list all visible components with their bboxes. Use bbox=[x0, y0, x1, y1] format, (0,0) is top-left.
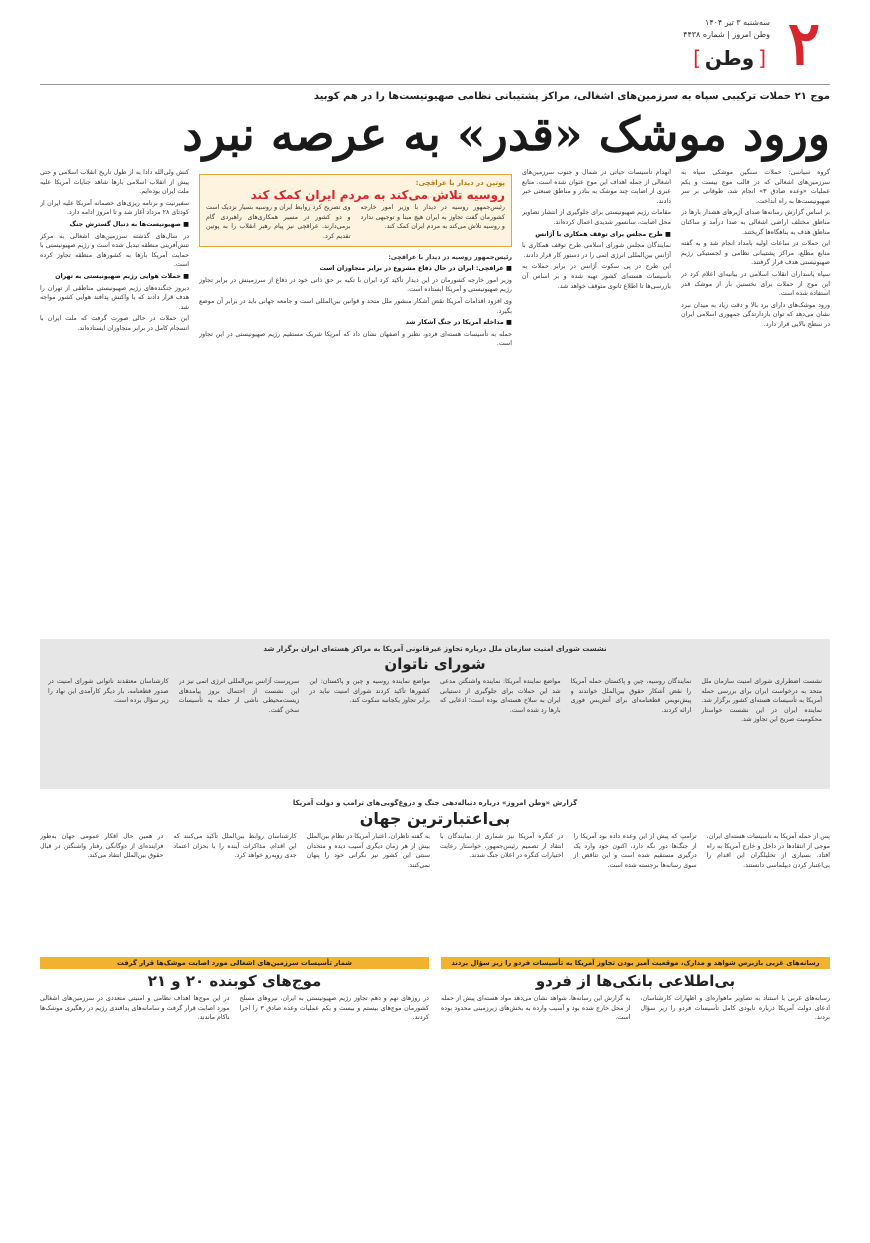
top-col-3-body bbox=[199, 264, 512, 349]
text-column: در روزهای نهم و دهم تجاوز رژیم صهیونیستی به ایران، نیروهای مسلح کشورمان موج‌های بیستم و بیست و یکم عملیات وعده صادق ۳ را اجرا کردند. bbox=[239, 995, 429, 1022]
top-story-kicker: موج ۲۱ حملات ترکیبی سپاه به سرزمین‌های اشغالی، مراکز پشتیبانی نظامی صهیونیست‌ها را در هم کوبید bbox=[313, 91, 830, 102]
paragraph: ورود موشک‌های دارای برد بالا و دقت زیاد به میدان نبرد نشان می‌دهد که توان بازدارندگی جمهوری اسلامی ایران در سطح بالایی قرار دارد. bbox=[680, 301, 830, 328]
top-story-headline: ورود موشک «قدر» به عرصه نبرد bbox=[182, 107, 830, 161]
box-col-2: وی تصریح کرد روابط ایران و روسیه بسیار نزدیک است و دو کشور در مسیر همکاری‌های راهبردی گام برمی‌دارند. عراقچی نیز پیام رهبر انقلاب را به پوتین تقدیم کرد. bbox=[206, 204, 351, 240]
paragraph: مقامات رژیم صهیونیستی برای جلوگیری از انتشار تصاویر محل اصابت، سانسور شدیدی اعمال کرده‌اند. bbox=[521, 209, 671, 226]
fordo-story bbox=[441, 957, 830, 1187]
security-council-story bbox=[40, 639, 830, 789]
fordo-kicker: رسانه‌های غربی بازبرس شواهد و مدارک، موقعیت آمیز بودن تجاوز آمریکا به تأسیسات فردو را زیر سؤال بردند bbox=[441, 957, 830, 969]
paragraph: در سال‌های گذشته سرزمین‌های اشغالی به مرکز تنش‌آفرینی منطقه تبدیل شده است و رژیم صهیونیستی با حمایت آمریکا بارها به کشورهای منطقه تجاوز کرده است. bbox=[40, 232, 190, 269]
divider bbox=[40, 84, 830, 85]
text-column: مواضع نماینده آمریکا: نماینده واشنگتن مدعی شد این حملات برای جلوگیری از دستیابی ایران به سلاح هسته‌ای بوده است؛ ادعایی که بارها رد شده است. bbox=[439, 678, 561, 714]
fordo-headline: بی‌اطلاعی بانکی‌ها از فردو bbox=[535, 972, 736, 990]
sidebar-box bbox=[199, 174, 512, 247]
text-column: به گفته ناظران، اعتبار آمریکا در نظام بین‌الملل بیش از هر زمان دیگری آسیب دیده و متحدان سنتی این کشور نیز نگرانی خود را پنهان نمی‌کنند. bbox=[306, 833, 431, 869]
waves-columns bbox=[40, 994, 429, 1023]
usa-credibility-story bbox=[40, 799, 830, 949]
top-col-1 bbox=[681, 168, 830, 628]
waves-headline: موج‌های کوبنده ۲۰ و ۲۱ bbox=[147, 972, 322, 990]
band-headline: شورای ناتوان bbox=[384, 655, 486, 673]
paragraph: این طرح در پی سکوت آژانس در برابر حملات به تأسیسات هسته‌ای کشور تهیه شده و بر اساس آن بازرسی‌ها تا اطلاع ثانوی متوقف خواهد شد. bbox=[521, 263, 671, 290]
section-title: [وطن] bbox=[693, 46, 766, 70]
text-column: سرپرست آژانس بین‌المللی انرژی اتمی نیز در این نشست از احتمال بروز پیامدهای زیست‌محیطی ناشی از حمله به تأسیسات سخن گفت. bbox=[178, 678, 300, 714]
paragraph: بر اساس گزارش رسانه‌ها صدای آژیرهای هشدار بارها در مناطق مختلف اراضی اشغالی به صدا درآمد و ساکنان مناطق هدف به پناهگاه‌ها گریختند. bbox=[680, 209, 830, 236]
top-col-2 bbox=[522, 168, 671, 628]
paragraph: این حملات در حالی صورت گرفت که ملت ایران با انسجام کامل در برابر متجاوزان ایستاده‌اند. bbox=[40, 315, 190, 332]
issue-date: سه‌شنبه ۳ تیر ۱۴۰۴ bbox=[705, 18, 770, 27]
paragraph: این حملات در ساعات اولیه بامداد انجام شد و به گفته منابع مطلع، مراکز پشتیبانی نظامی و لجستیکی رژیم صهیونیستی هدف قرار گرفتند. bbox=[680, 240, 830, 267]
paragraph: دیروز جنگنده‌های رژیم صهیونیستی مناطقی از تهران را هدف قرار دادند که با واکنش پدافند هوایی کشور مواجه شد. bbox=[40, 284, 190, 311]
text-column: ترامپ که پیش از این وعده داده بود آمریکا را از جنگ‌ها دور نگه دارد، اکنون خود وارد یک درگیری مستقیم شده است و این تناقض از سوی رسانه‌ها برجسته شده است. bbox=[573, 833, 697, 869]
text-column: کارشناسان معتقدند ناتوانی شورای امنیت در صدور قطعنامه، بار دیگر کارآمدی این نهاد را زیر سؤال برده است. bbox=[47, 678, 169, 705]
paragraph: سفیرنیت و برنامه ریزی‌های خصمانه آمریکا علیه ایران از کودتای ۲۸ مرداد آغاز شد و تا امروز ادامه دارد. bbox=[40, 199, 190, 217]
text-column: در کنگره آمریکا نیز شماری از نمایندگان با انتقاد از تصمیم رئیس‌جمهور، خواستار رعایت اختیارات کنگره در اعلان جنگ شدند. bbox=[440, 833, 564, 860]
mid-columns bbox=[40, 832, 830, 870]
paragraph: سپاه پاسداران انقلاب اسلامی در بیانیه‌ای اعلام کرد در این موج از حملات برای نخستین بار از موشک قدر استفاده شده است. bbox=[680, 270, 830, 298]
paragraph: وزیر امور خارجه کشورمان در این دیدار تأکید کرد ایران با تکیه بر حق ذاتی خود در دفاع از سرزمینش در برابر تجاوز رژیم صهیونیستی و آمریکا ایستاده است. bbox=[199, 276, 512, 294]
paragraph: حمله به تأسیسات هسته‌ای فردو، نطنز و اصفهان نشان داد که آمریکا شریک مستقیم رژیم صهیونیستی در این تجاوز است. bbox=[199, 330, 512, 348]
issue-number: وطن امروز | شماره ۴۴۳۸ bbox=[683, 30, 770, 39]
text-column: به گزارش این رسانه‌ها، شواهد نشان می‌دهد مواد هسته‌ای پیش از حمله از محل خارج شده بود و آسیب وارده به بخش‌های زیرزمینی محدود بوده است. bbox=[441, 995, 631, 1022]
text-column: مواضع نماینده روسیه و چین و پاکستان: این کشورها تأکید کردند شورای امنیت نباید در برابر تجاوز یکجانبه سکوت کند. bbox=[309, 678, 430, 705]
paragraph: وی افزود اقدامات آمریکا نقض آشکار منشور ملل متحد و قوانین بین‌المللی است و جامعه جهانی باید در برابر آن موضع بگیرد. bbox=[199, 297, 512, 315]
top-story bbox=[40, 91, 830, 631]
fordo-columns bbox=[441, 994, 830, 1023]
top-col-4 bbox=[40, 168, 189, 628]
masthead bbox=[40, 9, 830, 84]
text-column: کارشناسان روابط بین‌الملل تأکید می‌کنند که این اقدام، مذاکرات آینده را با بحران اعتماد جدی روبه‌رو خواهد کرد. bbox=[173, 833, 297, 860]
text-column: نشست اضطراری شورای امنیت سازمان ملل متحد به درخواست ایران برای بررسی حمله آمریکا به تأسیسات هسته‌ای کشور برگزار شد. نماینده ایران در این نشست خواستار محکومیت صریح این تجاوز شد. bbox=[701, 678, 822, 724]
paragraph: کنش ولی‌الله دادا به از طول تاریخ انقلاب اسلامی و حتی پیش از انقلاب اسلامی بارها شاهد جنایات آمریکا علیه ملت ایران بوده‌ایم. bbox=[40, 169, 190, 196]
subheading: ■ صهیونیست‌ها به دنبال گسترش جنگ bbox=[40, 220, 189, 230]
subheading: ■ مداخله آمریکا در جنگ آشکار شد bbox=[199, 318, 512, 328]
text-column: پس از حمله آمریکا به تأسیسات هسته‌ای ایران، موجی از انتقادها در داخل و خارج آمریکا به راه افتاد. بسیاری از تحلیلگران این اقدام را بی‌اعتبار کردن دیپلماسی دانستند. bbox=[706, 833, 830, 869]
waves-story bbox=[40, 957, 429, 1187]
subheading: ■ حملات هوایی رژیم صهیونیستی به تهران bbox=[40, 272, 189, 282]
box-col-1: رئیس‌جمهور روسیه در دیدار با وزیر امور خارجه کشورمان گفت تجاوز به ایران هیچ مبنا و توجیهی ندارد و روسیه تلاش می‌کند به مردم ایران کمک کند. bbox=[360, 204, 505, 231]
box-kicker: پوتین در دیدار با عراقچی: bbox=[415, 179, 505, 187]
mid-kicker: گزارش «وطن امروز» درباره دنباله‌دهی جنگ و دروغ‌گویی‌های ترامپ و دولت آمریکا bbox=[292, 799, 578, 807]
bottom-stories bbox=[40, 957, 830, 1187]
band-columns bbox=[48, 677, 822, 725]
mid-headline: بی‌اعتبارترین جهان bbox=[359, 809, 511, 828]
page-number: ۲ bbox=[787, 9, 821, 79]
top-col-3 bbox=[199, 168, 512, 628]
paragraph: انهدام تأسیسات حیاتی در شمال و جنوب سرزمین‌های اشغالی از جمله اهداف این موج عنوان شده است. منابع عبری از اصابت چند موشک به بنادر و مناطق صنعتی خبر دادند. bbox=[521, 169, 671, 205]
paragraph: نمایندگان مجلس شورای اسلامی طرح توقف همکاری با آژانس بین‌المللی انرژی اتمی را در دستور کار قرار دادند. bbox=[521, 242, 671, 259]
text-column: در همین حال افکار عمومی جهان به‌طور فزاینده‌ای از دوگانگی رفتار واشنگتن در قبال حقوق بین‌الملل انتقاد می‌کند. bbox=[40, 833, 164, 860]
box-headline: روسیه تلاش می‌کند به مردم ایران کمک کند bbox=[250, 187, 505, 202]
waves-kicker: شمار تأسیسات سرزمین‌های اشغالی مورد اصابت موشک‌ها قرار گرفت bbox=[40, 957, 429, 969]
subheading: ■ عراقچی: ایران در حال دفاع مشروع در برابر متجاوزان است bbox=[199, 264, 512, 274]
text-column: رسانه‌های غربی با استناد به تصاویر ماهواره‌ای و اظهارات کارشناسان، ادعای دولت آمریکا درباره نابودی کامل تأسیسات فردو را زیر سؤال بردند. bbox=[640, 995, 830, 1022]
band-kicker: نشست شورای امنیت سازمان ملل درباره تجاوز غیرقانونی آمریکا به مراکز هسته‌ای ایران برگزار شد bbox=[263, 645, 607, 653]
col3-intro: رئیس‌جمهور روسیه در دیدار با عراقچی: bbox=[388, 253, 512, 261]
text-column: نمایندگان روسیه، چین و پاکستان حمله آمریکا را نقض آشکار حقوق بین‌الملل خواندند و پیش‌نویس قطعنامه‌ای برای آتش‌بس فوری ارائه کردند. bbox=[570, 678, 692, 714]
text-column: در این موج‌ها اهداف نظامی و امنیتی متعددی در سرزمین‌های اشغالی مورد اصابت قرار گرفت و سامانه‌های پدافندی رژیم در رهگیری موشک‌ها ناکام ماندند. bbox=[40, 995, 230, 1022]
paragraph: گروه سیاسی: حملات سنگین موشکی سپاه به سرزمین‌های اشغالی که در قالب موج بیست و یکم عملیات «وعده صادق ۳» انجام شد، طوفانی بر سر صهیونیست‌ها به راه انداخت. bbox=[680, 169, 830, 205]
subheading: ■ طرح مجلس برای توقف همکاری با آژانس bbox=[522, 230, 671, 240]
